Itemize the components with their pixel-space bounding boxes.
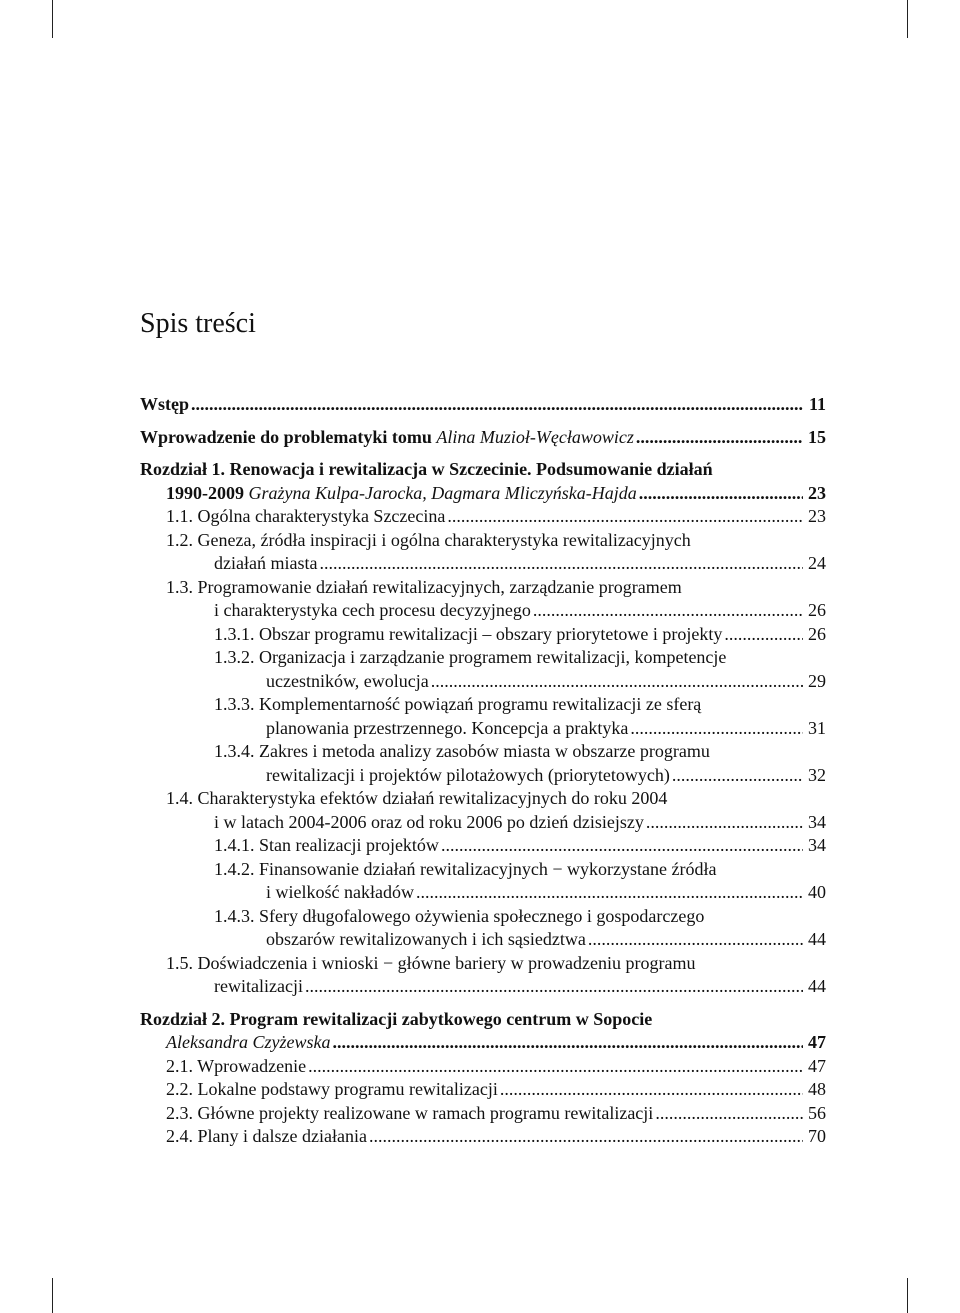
crop-mark-bottom-left — [52, 1278, 53, 1313]
toc-entry — [166, 787, 826, 834]
toc-entry-author: Aleksandra Czyżewska — [166, 1032, 331, 1052]
toc-entry-line — [140, 393, 826, 417]
toc-entry-page-number: 40 — [808, 882, 826, 902]
toc-entry-text — [166, 505, 445, 529]
toc-entry — [166, 529, 826, 576]
toc-entry-title: i charakterystyka cech procesu decyzyjnego — [214, 600, 531, 620]
dot-leader — [441, 834, 803, 858]
toc-entry-title-line: 1.4.2. Finansowanie działań rewitalizacyjnych − wykorzystane źródła — [214, 858, 717, 879]
dot-leader — [500, 1078, 803, 1102]
toc-entry-title-line: 1.4. Charakterystyka efektów działań rewitalizacyjnych do roku 2004 — [166, 788, 668, 808]
toc-entry-text — [214, 834, 439, 858]
toc-entry-text — [266, 717, 628, 741]
dot-leader — [636, 426, 803, 450]
toc-entry-text — [214, 599, 531, 623]
table-of-contents — [140, 393, 826, 1149]
toc-entry-page-number: 44 — [808, 929, 826, 949]
toc-entry-title-line: 1.5. Doświadczenia i wnioski − główne bariery w prowadzeniu programu — [166, 952, 696, 973]
dot-leader — [655, 1102, 803, 1126]
toc-entry-title: 2.2. Lokalne podstawy programu rewitalizacji — [166, 1079, 498, 1099]
dot-leader — [319, 552, 803, 576]
dot-leader — [630, 717, 803, 741]
toc-entry-title: uczestników, ewolucja — [266, 670, 429, 691]
toc-entry-title: 2.4. Plany i dalsze działania — [166, 1126, 367, 1146]
toc-entry-page-number: 70 — [808, 1126, 826, 1146]
toc-entry-text — [166, 1102, 653, 1126]
toc-entry — [166, 505, 826, 529]
toc-entry-text — [266, 764, 670, 788]
toc-entry — [214, 834, 826, 858]
toc-entry-title: rewitalizacji i projektów pilotażowych (priorytetowych) — [266, 764, 670, 785]
toc-entry-title: i wielkość nakładów — [266, 882, 414, 902]
toc-entry — [214, 905, 826, 952]
toc-entry-page-number: 26 — [808, 600, 826, 620]
toc-entry-title-line: Rozdział 2. Program rewitalizacji zabytkowego centrum w Sopocie — [140, 1008, 653, 1029]
toc-entry-title: 2.3. Główne projekty realizowane w ramach programu rewitalizacji — [166, 1102, 654, 1123]
toc-entry — [214, 858, 826, 905]
toc-entry-line — [166, 599, 826, 623]
toc-entry-page-number: 24 — [808, 553, 826, 573]
toc-entry-text — [166, 1055, 306, 1079]
dot-leader — [416, 881, 803, 905]
dot-leader — [588, 928, 803, 952]
toc-entry — [166, 576, 826, 623]
toc-entry-title: 1.3.1. Obszar programu rewitalizacji – obszary priorytetowe i projekty — [214, 623, 723, 644]
toc-entry — [214, 646, 826, 693]
toc-entry-line — [214, 717, 826, 741]
crop-mark-top-left — [52, 0, 53, 38]
toc-entry-author: Grażyna Kulpa-Jarocka, Dagmara Mliczyńska-Hajda — [248, 482, 637, 503]
toc-entry-text — [214, 552, 317, 576]
page-title: Spis treści — [140, 308, 256, 339]
toc-entry-title: 1.1. Ogólna charakterystyka Szczecina — [166, 506, 446, 526]
toc-entry-page-number: 23 — [808, 506, 826, 526]
toc-entry-line — [166, 1102, 826, 1126]
toc-entry-line — [166, 811, 826, 835]
dot-leader — [646, 811, 803, 835]
toc-entry — [140, 458, 826, 505]
toc-entry — [166, 952, 826, 999]
toc-entry-title: 1.4.1. Stan realizacji projektów — [214, 835, 439, 855]
toc-entry-line — [140, 426, 826, 450]
toc-entry-title-line: 1.3.2. Organizacja i zarządzanie programem rewitalizacji, kompetencje — [214, 647, 727, 667]
toc-entry-page-number: 34 — [808, 835, 826, 855]
toc-entry — [214, 693, 826, 740]
toc-entry-text — [166, 1125, 367, 1149]
toc-entry-page-number: 23 — [808, 482, 826, 503]
toc-entry-title: 2.1. Wprowadzenie — [166, 1055, 307, 1076]
toc-entry-line — [140, 482, 826, 506]
toc-entry-page-number: 44 — [808, 976, 826, 996]
toc-entry-title: 1990-2009 — [166, 482, 249, 503]
toc-entry-title: planowania przestrzennego. Koncepcja a praktyka — [266, 717, 629, 738]
toc-entry-text — [266, 928, 586, 952]
toc-entry-page-number: 47 — [808, 1055, 826, 1076]
dot-leader — [308, 1055, 803, 1079]
toc-entry-text — [140, 426, 634, 450]
crop-mark-top-right — [907, 0, 908, 38]
toc-entry — [166, 1078, 826, 1102]
toc-entry-title: obszarów rewitalizowanych i ich sąsiedztwa — [266, 929, 586, 949]
toc-entry-page-number: 32 — [808, 764, 826, 785]
toc-entry-text — [266, 881, 414, 905]
dot-leader — [672, 764, 803, 788]
toc-entry-title-line: 1.3. Programowanie działań rewitalizacyjnych, zarządzanie programem — [166, 576, 682, 597]
dot-leader — [447, 505, 803, 529]
toc-entry — [140, 393, 826, 417]
crop-mark-bottom-right — [907, 1278, 908, 1313]
dot-leader — [431, 670, 803, 694]
toc-entry-line — [214, 670, 826, 694]
toc-entry-line — [214, 834, 826, 858]
toc-entry — [214, 740, 826, 787]
toc-entry-title-line: 1.2. Geneza, źródła inspiracji i ogólna charakterystyka rewitalizacyjnych — [166, 529, 691, 550]
toc-entry-text — [214, 623, 722, 647]
toc-entry-page-number: 26 — [808, 623, 826, 644]
dot-leader — [639, 482, 803, 506]
dot-leader — [724, 623, 803, 647]
dot-leader — [305, 975, 803, 999]
toc-entry-title-line: Rozdział 1. Renowacja i rewitalizacja w Szczecinie. Podsumowanie działań — [140, 459, 713, 479]
toc-entry-line — [214, 623, 826, 647]
toc-entry-line — [214, 764, 826, 788]
toc-entry-page-number: 48 — [808, 1079, 826, 1099]
toc-entry-title-line: 1.3.3. Komplementarność powiązań programu rewitalizacji ze sferą — [214, 694, 702, 714]
toc-entry-title-line: 1.4.3. Sfery długofalowego ożywienia społecznego i gospodarczego — [214, 905, 705, 926]
toc-entry-line — [166, 552, 826, 576]
toc-entry-page-number: 31 — [808, 717, 826, 738]
toc-entry — [166, 1055, 826, 1079]
toc-entry-text — [166, 1078, 498, 1102]
toc-entry-text — [214, 811, 644, 835]
toc-entry-title: działań miasta — [214, 553, 318, 573]
toc-entry-text — [166, 1031, 330, 1055]
dot-leader — [533, 599, 803, 623]
toc-entry-text — [266, 670, 429, 694]
toc-entry-page-number: 15 — [808, 426, 826, 447]
dot-leader — [332, 1031, 803, 1055]
toc-entry — [214, 623, 826, 647]
toc-entry-page-number: 47 — [808, 1032, 826, 1052]
toc-entry-line — [214, 928, 826, 952]
toc-entry-text — [140, 393, 189, 417]
toc-entry-line — [166, 1078, 826, 1102]
toc-entry-page-number: 29 — [808, 670, 826, 691]
toc-entry — [166, 1102, 826, 1126]
toc-entry-line — [166, 1055, 826, 1079]
toc-entry-title: i w latach 2004-2006 oraz od roku 2006 po dzień dzisiejszy — [214, 811, 644, 832]
toc-entry-title-line: 1.3.4. Zakres i metoda analizy zasobów miasta w obszarze programu — [214, 741, 710, 761]
toc-entry-page-number: 56 — [808, 1102, 826, 1123]
toc-entry-line — [166, 505, 826, 529]
toc-entry-text — [166, 482, 637, 506]
toc-entry — [166, 1125, 826, 1149]
toc-entry-page-number: 11 — [808, 394, 826, 414]
toc-entry-line — [166, 1125, 826, 1149]
toc-entry-title: Wprowadzenie do problematyki tomu — [140, 426, 437, 447]
toc-entry — [140, 1008, 826, 1055]
toc-entry-title: rewitalizacji — [214, 976, 303, 996]
toc-entry — [140, 426, 826, 450]
toc-entry-line — [214, 881, 826, 905]
dot-leader — [369, 1125, 803, 1149]
toc-entry-title: Wstęp — [140, 394, 189, 414]
toc-entry-page-number: 34 — [808, 811, 826, 832]
toc-entry-author: Alina Muzioł-Węcławowicz — [436, 426, 634, 447]
toc-entry-line — [166, 975, 826, 999]
toc-entry-line — [140, 1031, 826, 1055]
toc-entry-text — [214, 975, 303, 999]
dot-leader — [191, 393, 803, 417]
